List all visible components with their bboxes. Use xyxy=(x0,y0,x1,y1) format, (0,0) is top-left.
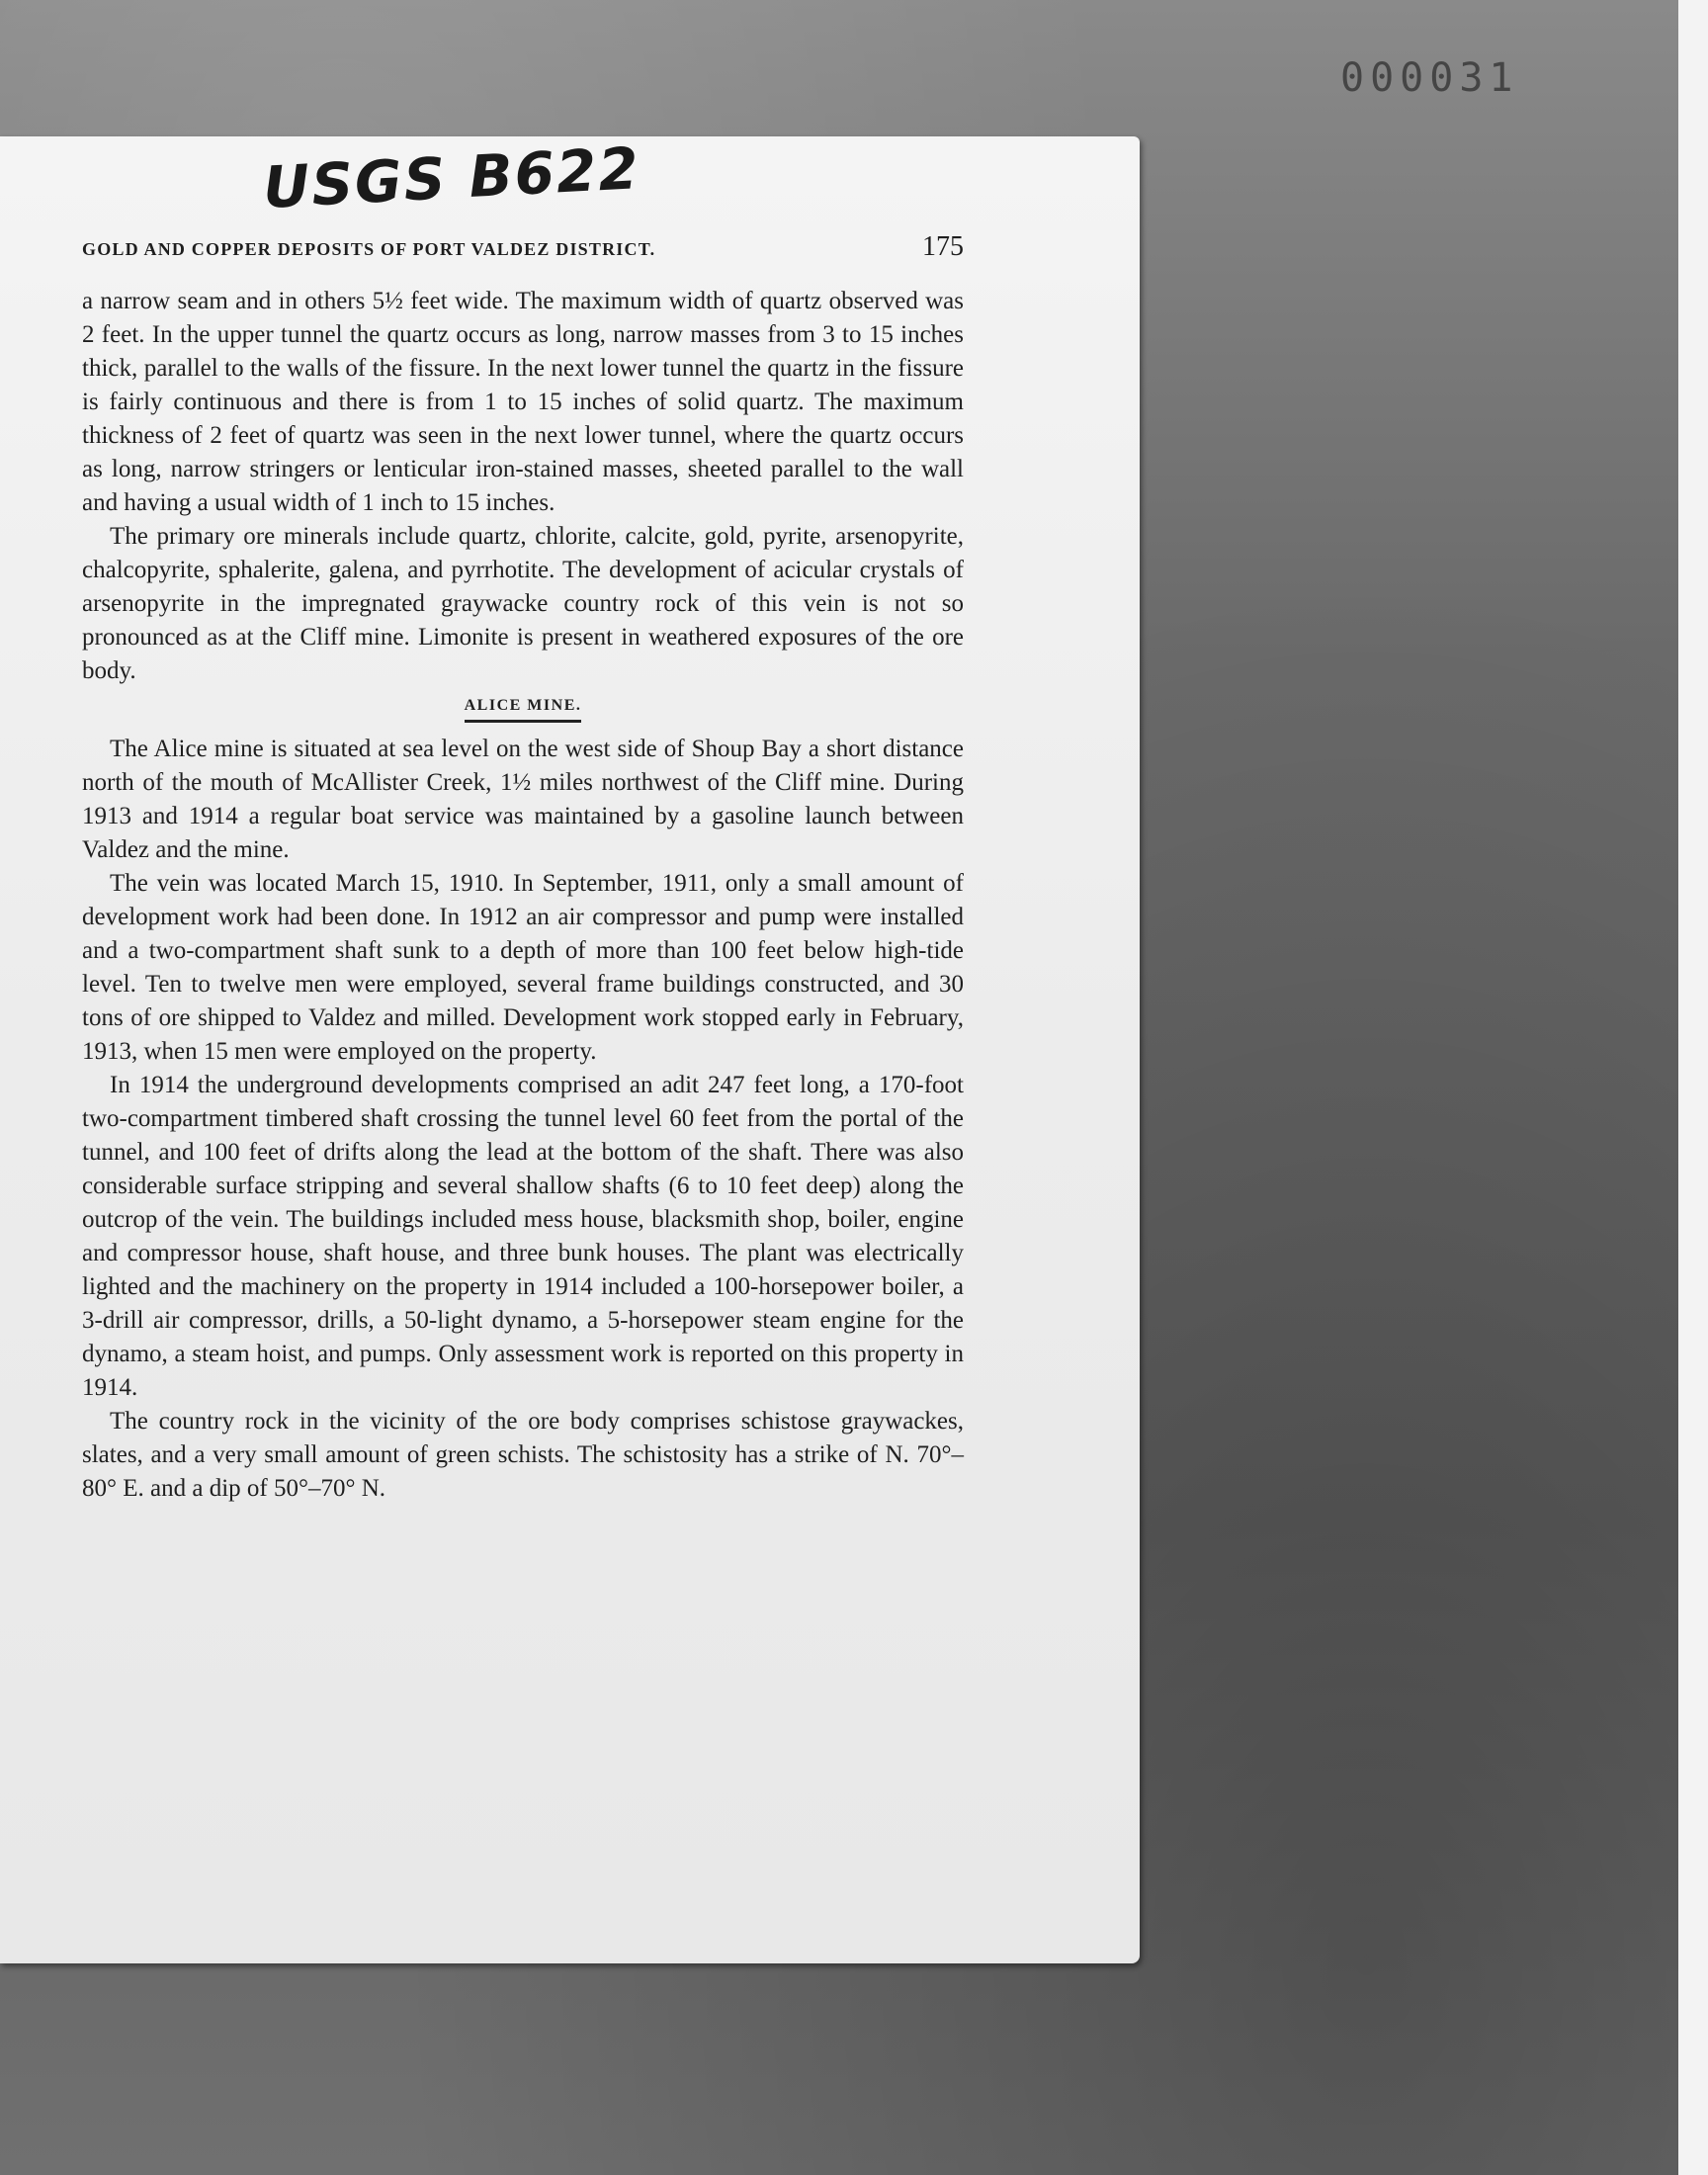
paragraph: In 1914 the underground developments comprised an adit 247 feet long, a 170-foot two-compartment timbered shaft crossing the tunnel level 60 feet from the portal of the tunnel, and 100 feet of drifts along the lead at the bottom of the shaft. There was also considerable surface stripping and several shallow shafts (6 to 10 feet deep) along the outcrop of the vein. The buildings included mess house, blacksmith shop, boiler, engine and compressor house, shaft house, and three bunk houses. The plant was electrically lighted and the machinery on the property in 1914 included a 100-horsepower boiler, a 3-drill air compressor, drills, a 50-light dynamo, a 5-horsepower steam engine for the dynamo, a steam hoist, and pumps. Only assessment work is reported on this property in 1914. xyxy=(82,1072,964,1401)
page-number: 175 xyxy=(922,231,964,262)
paragraph: a narrow seam and in others 5½ feet wide. The maximum width of quartz observed was 2 feet. In the upper tunnel the quartz occurs as long, narrow masses from 3 to 15 inches thick, parallel to the walls of the fissure. In the next lower tunnel the quartz in the fissure is fairly continuous and there is from 1 to 15 inches of solid quartz. The maximum thickness of 2 feet of quartz was seen in the next lower tunnel, where the quartz occurs as long, narrow stringers or lenticular iron-stained masses, sheeted parallel to the wall and having a usual width of 1 inch to 15 inches. xyxy=(82,288,964,516)
running-title: GOLD AND COPPER DEPOSITS OF PORT VALDEZ DISTRICT. xyxy=(82,239,656,259)
running-header xyxy=(82,231,964,263)
handwritten-call-number: USGS B622 xyxy=(261,134,642,221)
document-page xyxy=(0,136,1140,1963)
archive-number: 000031 xyxy=(1340,55,1519,101)
scan-margin xyxy=(1678,0,1708,2175)
section-heading xyxy=(82,696,964,723)
paragraph: The primary ore minerals include quartz, chlorite, calcite, gold, pyrite, arsenopyrite, chalcopyrite, sphalerite, galena, and pyrrhotite. The development of acicular crystals of arsenopyrite in the impregnated graywacke country rock of this vein is not so pronounced as at the Cliff mine. Limonite is present in weathered exposures of the ore body. xyxy=(82,523,964,684)
body-text xyxy=(82,285,964,1506)
paragraph: The vein was located March 15, 1910. In September, 1911, only a small amount of development work had been done. In 1912 an air compressor and pump were installed and a two-compartment shaft sunk to a depth of more than 100 feet below high-tide level. Ten to twelve men were employed, several frame buildings constructed, and 30 tons of ore shipped to Valdez and milled. Development work stopped early in February, 1913, when 15 men were employed on the property. xyxy=(82,870,964,1065)
section-heading-text: ALICE MINE. xyxy=(465,696,582,723)
paragraph: The country rock in the vicinity of the ore body comprises schistose graywackes, slates, and a very small amount of green schists. The schistosity has a strike of N. 70°–80° E. and a dip of 50°–70° N. xyxy=(82,1408,964,1502)
paragraph: The Alice mine is situated at sea level on the west side of Shoup Bay a short distance north of the mouth of McAllister Creek, 1½ miles northwest of the Cliff mine. During 1913 and 1914 a regular boat service was maintained by a gasoline launch between Valdez and the mine. xyxy=(82,736,964,863)
